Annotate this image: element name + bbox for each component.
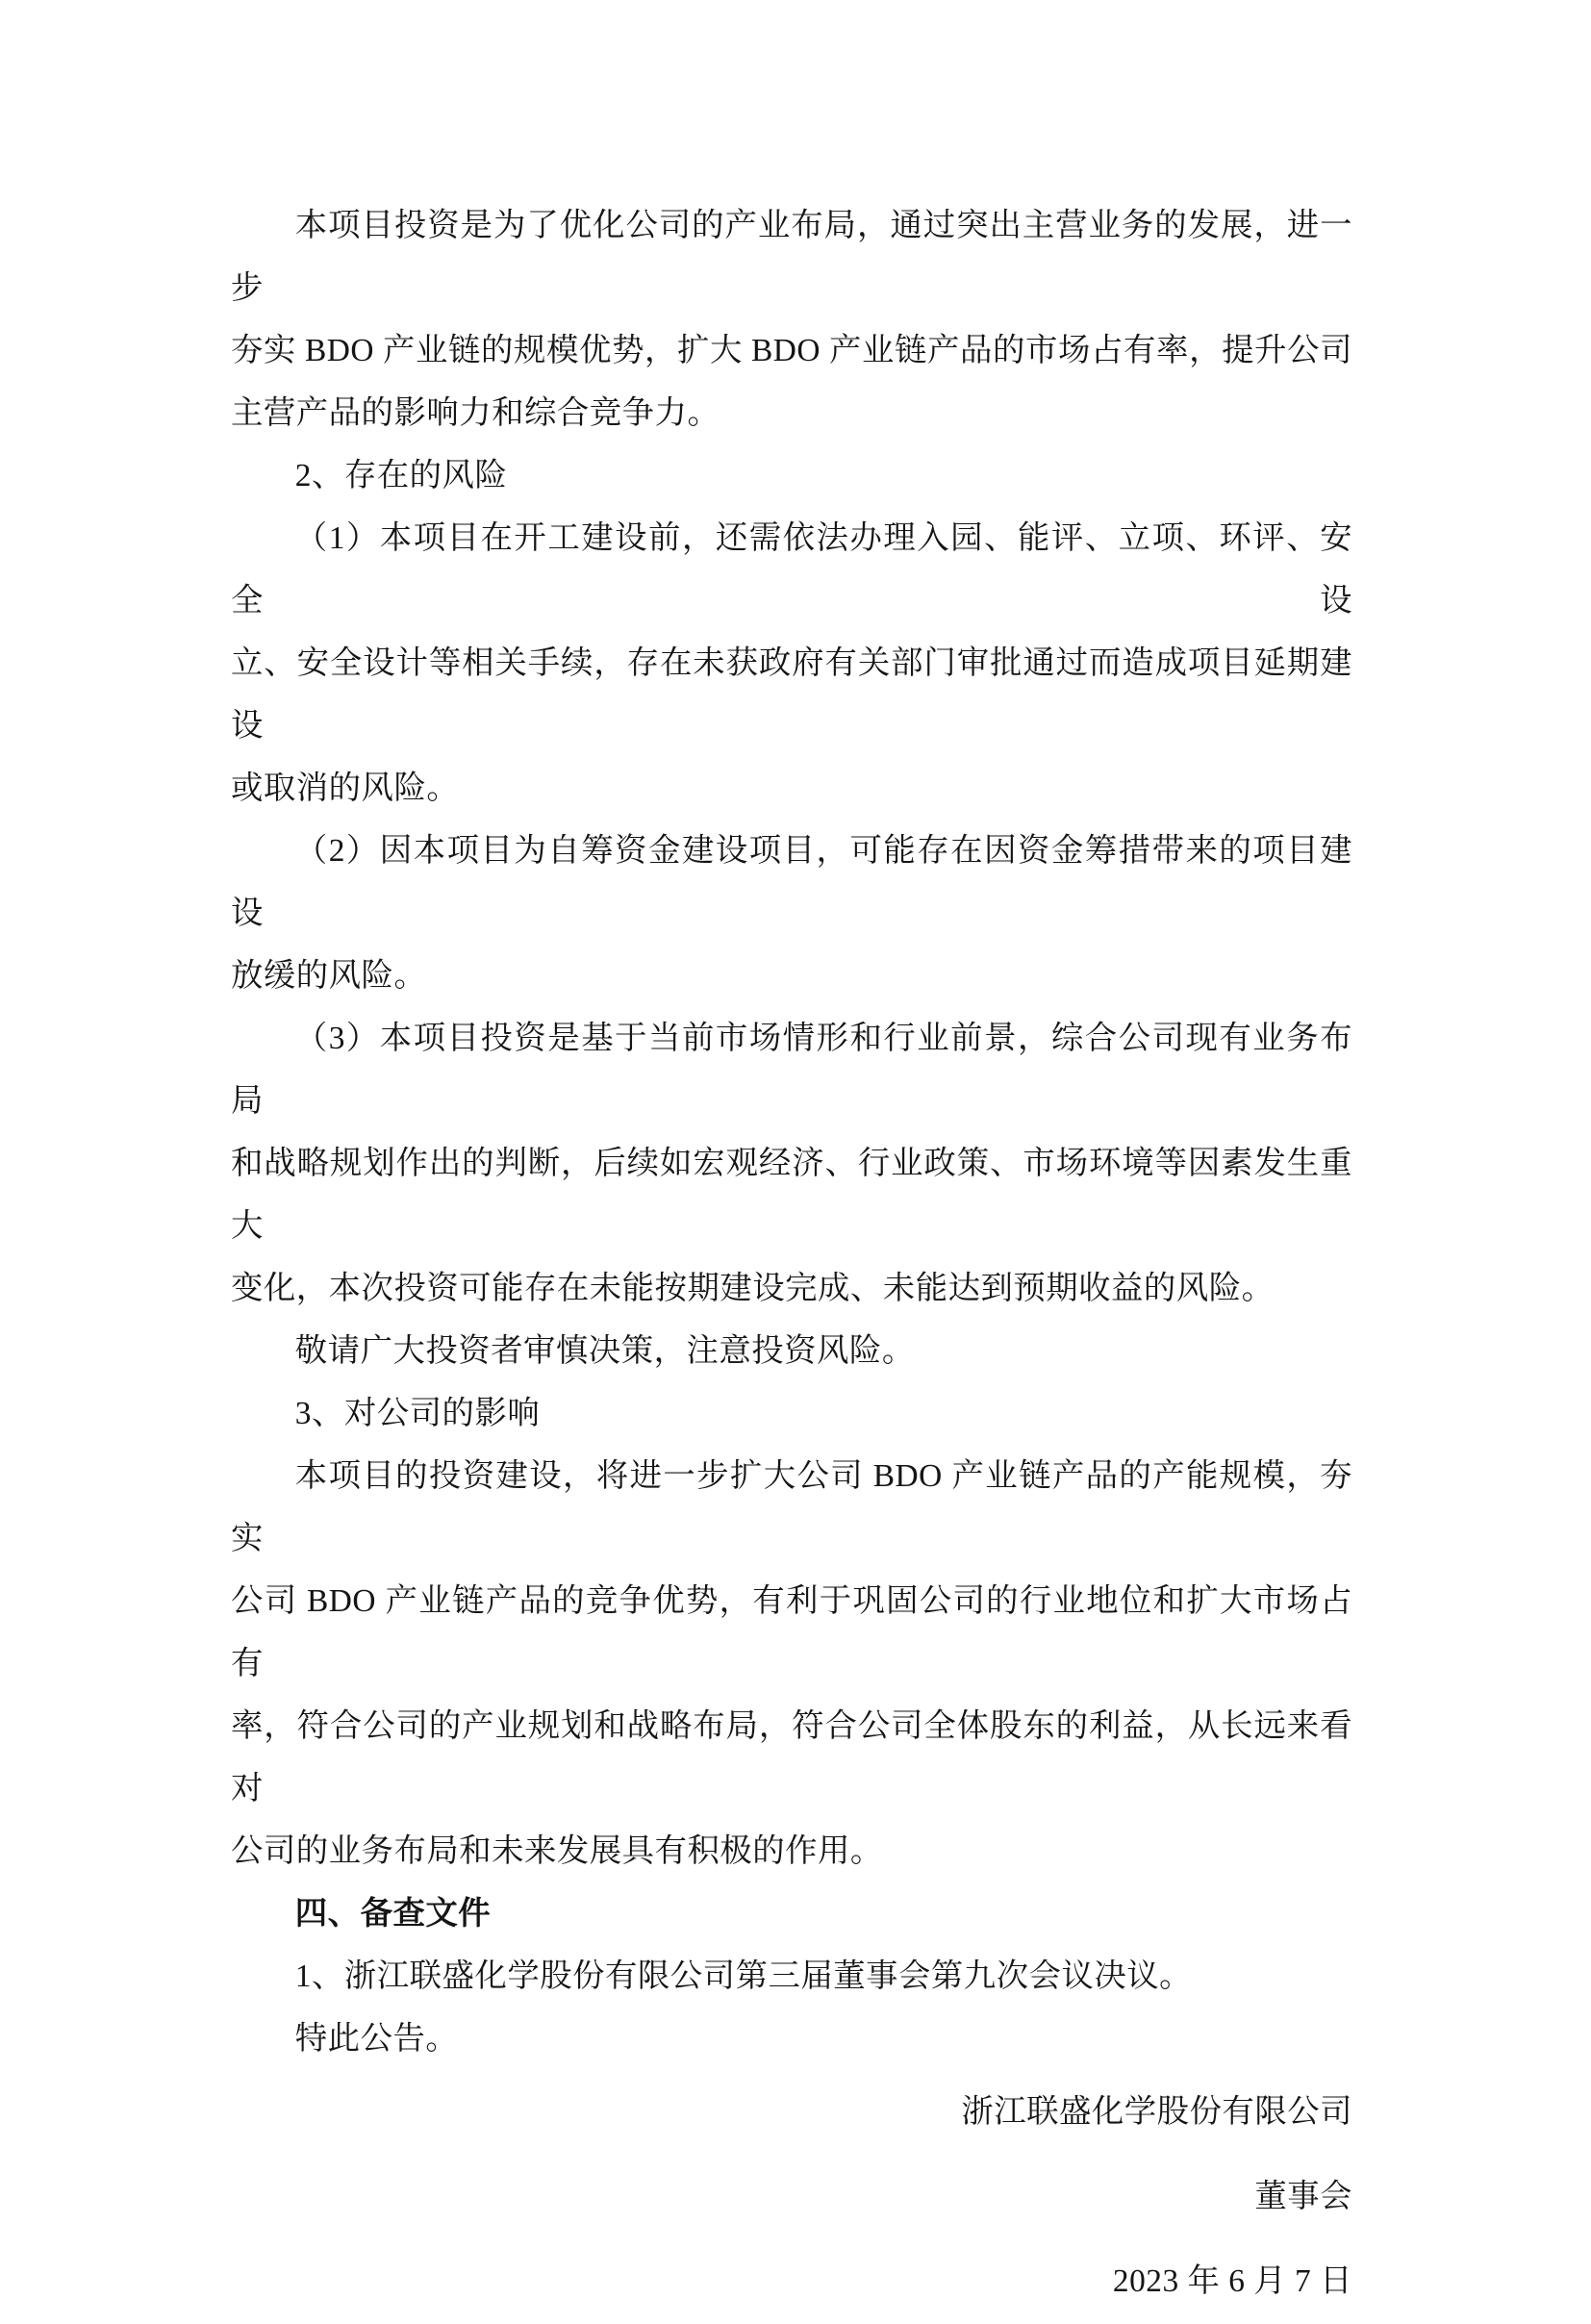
section-4-heading-line: 四、备查文件 xyxy=(294,1896,492,1932)
risk-3-paragraph-line: 和战略规划作出的判断，后续如宏观经济、行业政策、市场环境等因素发生重大 xyxy=(231,1146,1352,1244)
risk-3-paragraph-line: （3）本项目投资是基于当前市场情形和行业前景，综合公司现有业务布局 xyxy=(231,1021,1352,1119)
signature-block xyxy=(231,2070,1352,2324)
impact-subheading-line: 3、对公司的影响 xyxy=(294,1396,541,1431)
investor-caution-paragraph-line: 敬请广大投资者审慎决策，注意投资风险。 xyxy=(294,1333,915,1369)
signature-company: 浙江联盛化学股份有限公司 xyxy=(961,2094,1352,2130)
risk-3-paragraph-line: 变化，本次投资可能存在未能按期建设完成、未能达到预期收益的风险。 xyxy=(231,1271,1275,1306)
signature-date: 2023 年 6 月 7 日 xyxy=(1112,2263,1352,2299)
risk-1-paragraph-line: （1）本项目在开工建设前，还需依法办理入园、能评、立项、环评、安全设 xyxy=(231,520,1352,619)
risk-1-paragraph-line: 或取消的风险。 xyxy=(231,770,460,806)
impact-paragraph-line: 本项目的投资建设，将进一步扩大公司 BDO 产业链产品的产能规模，夯实 xyxy=(231,1458,1352,1556)
investment-purpose-paragraph-line: 主营产品的影响力和综合竞争力。 xyxy=(231,395,720,431)
risk-2-paragraph-line: 放缓的风险。 xyxy=(231,958,427,994)
impact-paragraph-line: 公司的业务布局和未来发展具有积极的作用。 xyxy=(231,1833,883,1869)
risk-2-paragraph-line: （2）因本项目为自筹资金建设项目，可能存在因资金筹措带来的项目建设 xyxy=(231,833,1352,931)
risk-1-paragraph-line: 立、安全设计等相关手续，存在未获政府有关部门审批通过而造成项目延期建设 xyxy=(231,645,1352,744)
risks-subheading-line: 2、存在的风险 xyxy=(294,458,508,493)
document-content xyxy=(231,194,1352,2324)
impact-paragraph-line: 率，符合公司的产业规划和战略布局，符合公司全体股东的利益，从长远来看对 xyxy=(231,1708,1352,1806)
closing-announcement-paragraph-line: 特此公告。 xyxy=(294,2021,459,2057)
reference-document-item-line: 1、浙江联盛化学股份有限公司第三届董事会第九次会议决议。 xyxy=(294,1958,1193,1994)
investment-purpose-paragraph-line: 本项目投资是为了优化公司的产业布局，通过突出主营业务的发展，进一步 xyxy=(231,208,1352,306)
investment-purpose-paragraph-line: 夯实 BDO 产业链的规模优势，扩大 BDO 产业链产品的市场占有率，提升公司 xyxy=(231,333,1352,368)
document-body xyxy=(231,194,1352,2070)
signature-board-of-directors: 董事会 xyxy=(1254,2179,1352,2214)
impact-paragraph-line: 公司 BDO 产业链产品的竞争优势，有利于巩固公司的行业地位和扩大市场占有 xyxy=(231,1583,1352,1681)
